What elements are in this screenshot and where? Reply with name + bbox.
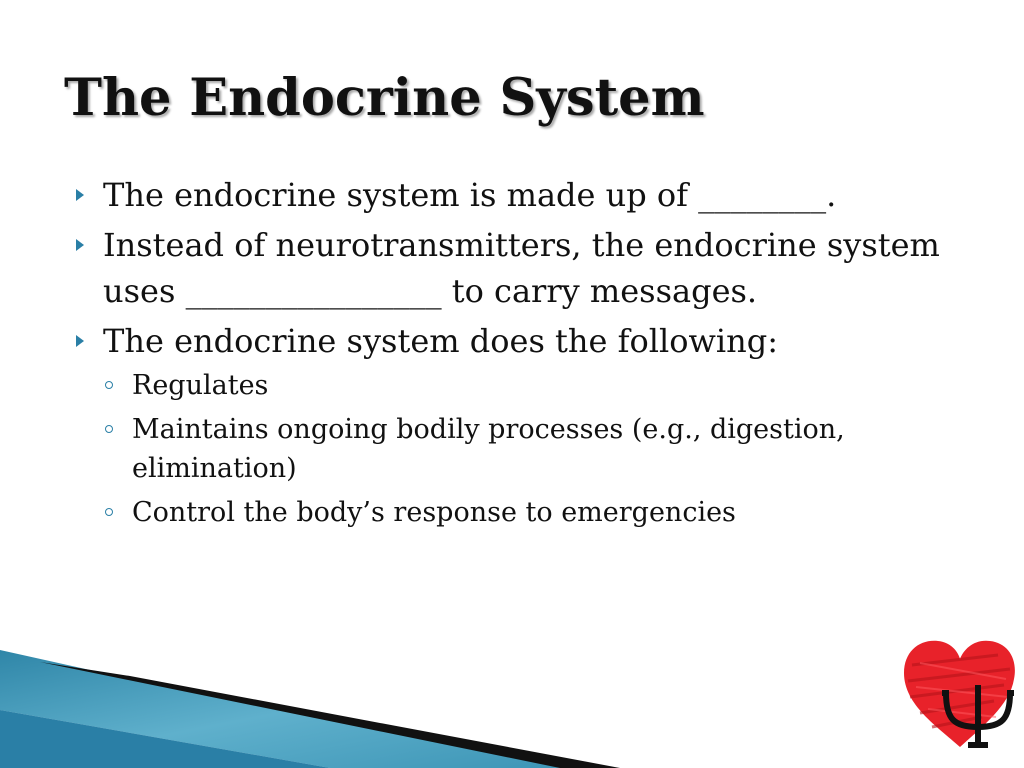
circle-bullet-icon [105,425,113,433]
circle-bullet-icon [105,508,113,516]
triangle-bullet-icon [76,189,84,201]
slide-title: The Endocrine System [64,68,705,128]
sub-bullet-text: Control the body’s response to emergencies [132,497,736,528]
triangle-bullet-icon [76,335,84,347]
sub-bullet-item [103,410,974,488]
sub-bullet-list [103,366,974,532]
heart-psi-icon [898,635,1022,753]
sub-bullet-item [103,493,974,532]
decorative-swoosh [0,640,1024,768]
sub-bullet-text: Maintains ongoing bodily processes (e.g., digestion, elimination) [132,414,845,484]
bullet-item [74,222,974,314]
bullet-text: The endocrine system is made up of ________. [103,176,837,214]
sub-bullet-item [103,366,974,405]
heart-shape [904,641,1015,747]
bullet-text: Instead of neurotransmitters, the endocrine system uses ________________ to carry messages. [103,226,940,310]
bullet-item [74,172,974,218]
bullet-text: The endocrine system does the following: [103,322,778,360]
bullet-item [74,318,974,532]
circle-bullet-icon [105,381,113,389]
triangle-bullet-icon [76,239,84,251]
bullet-list [74,172,974,537]
sub-bullet-text: Regulates [132,370,269,401]
